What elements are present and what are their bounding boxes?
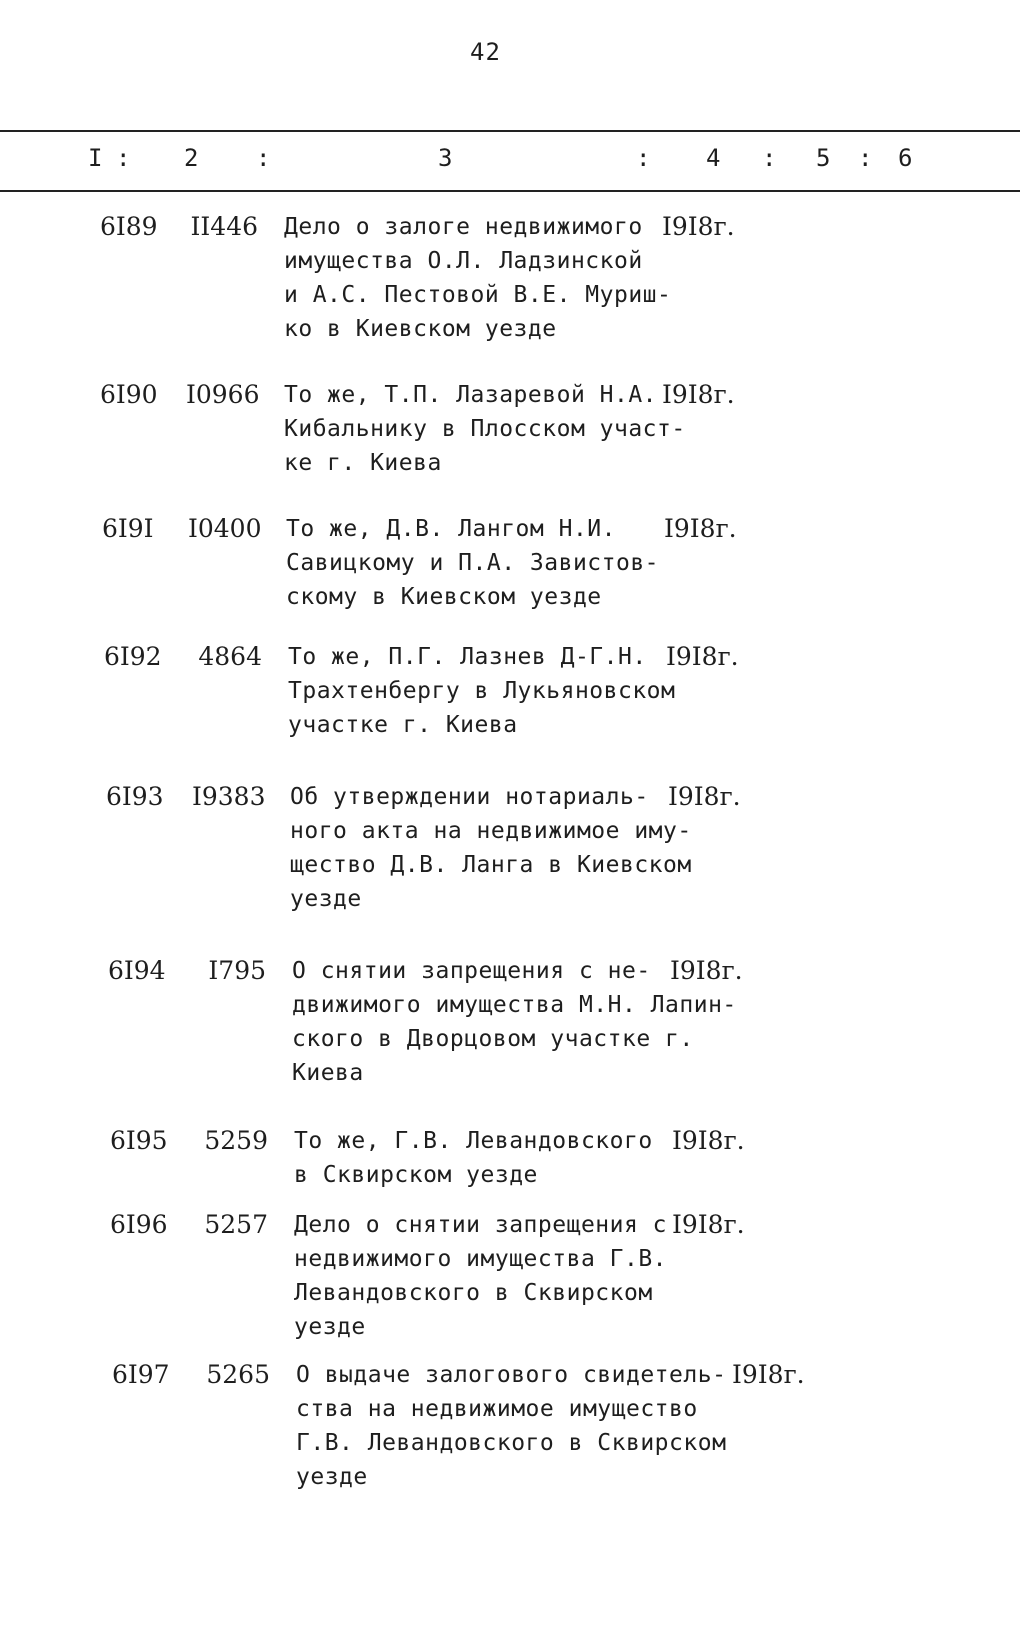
file-number: 5257 <box>204 1210 268 1239</box>
year: I9I8г. <box>672 1210 745 1239</box>
column-separator: : <box>858 144 873 172</box>
column-header-1: I <box>88 144 103 172</box>
file-number: II446 <box>190 212 258 241</box>
file-number: 4864 <box>198 642 262 671</box>
item-number: 6I9I <box>102 514 154 543</box>
description-line: О выдаче залогового свидетель- <box>296 1362 727 1388</box>
file-number: I0400 <box>188 514 262 543</box>
description-line: Киева <box>292 1060 364 1086</box>
year: I9I8г. <box>732 1360 805 1389</box>
description <box>290 780 710 916</box>
description-line: Дело о залоге недвижимого <box>284 214 643 240</box>
column-separator: : <box>636 144 651 172</box>
year: I9I8г. <box>662 212 735 241</box>
page-number: 42 <box>470 38 501 66</box>
description-line: ке г. Киева <box>284 450 442 476</box>
description <box>292 954 737 1090</box>
description <box>294 1208 714 1344</box>
header-top-rule <box>0 130 1020 132</box>
item-number: 6I96 <box>110 1210 168 1239</box>
year: I9I8г. <box>668 782 741 811</box>
description-line: Об утверждении нотариаль- <box>290 784 649 810</box>
description-line: недвижимого имущества Г.В. <box>294 1246 668 1272</box>
description-line: То же, Д.В. Лангом Н.И. <box>286 516 616 542</box>
description-line: То же, Т.П. Лазаревой Н.А. <box>284 382 658 408</box>
description-line: О снятии запрещения с не- <box>292 958 651 984</box>
item-number: 6I95 <box>110 1126 168 1155</box>
description <box>284 378 704 480</box>
column-separator: : <box>762 144 777 172</box>
description-line: имущества О.Л. Ладзинской <box>284 248 643 274</box>
item-number: 6I89 <box>100 212 158 241</box>
file-number: I795 <box>208 956 266 985</box>
description <box>284 210 704 346</box>
header-bottom-rule <box>0 190 1020 192</box>
description-line: в Сквирском уезде <box>294 1162 538 1188</box>
description-line: движимого имущества М.Н. Лапин- <box>292 992 737 1018</box>
file-number: 5265 <box>206 1360 270 1389</box>
description <box>286 512 706 614</box>
description-line: скому в Киевском уезде <box>286 584 602 610</box>
column-header-6: 6 <box>898 144 913 172</box>
description-line: и А.С. Пестовой В.Е. Муриш- <box>284 282 672 308</box>
description-line: То же, П.Г. Лазнев Д-Г.Н. <box>288 644 647 670</box>
description <box>296 1358 727 1494</box>
description-line: ко в Киевском уезде <box>284 316 557 342</box>
year: I9I8г. <box>672 1126 745 1155</box>
description-line: Трахтенбергу в Лукьяновском <box>288 678 676 704</box>
file-number: I9383 <box>192 782 266 811</box>
description-line: Кибальнику в Плосском участ- <box>284 416 686 442</box>
file-number: 5259 <box>204 1126 268 1155</box>
column-header-5: 5 <box>816 144 831 172</box>
description <box>288 640 708 742</box>
item-number: 6I93 <box>106 782 164 811</box>
description-line: участке г. Киева <box>288 712 518 738</box>
column-separator: : <box>116 144 131 172</box>
description-line: Г.В. Левандовского в Сквирском <box>296 1430 727 1456</box>
description-line: уезде <box>294 1314 366 1340</box>
description-line: ства на недвижимое имущество <box>296 1396 698 1422</box>
column-header-3: 3 <box>438 144 453 172</box>
description-line: Левандовского в Сквирском <box>294 1280 653 1306</box>
description-line: ного акта на недвижимое иму- <box>290 818 692 844</box>
item-number: 6I90 <box>100 380 158 409</box>
item-number: 6I92 <box>104 642 162 671</box>
description-line: Савицкому и П.А. Завистов- <box>286 550 660 576</box>
description-line: Дело о снятии запрещения с <box>294 1212 668 1238</box>
year: I9I8г. <box>664 514 737 543</box>
year: I9I8г. <box>662 380 735 409</box>
file-number: I0966 <box>186 380 260 409</box>
description-line: щество Д.В. Ланга в Киевском <box>290 852 692 878</box>
description-line: ского в Дворцовом участке г. <box>292 1026 694 1052</box>
year: I9I8г. <box>666 642 739 671</box>
column-separator: : <box>256 144 271 172</box>
description-line: уезде <box>296 1464 368 1490</box>
column-header-2: 2 <box>184 144 199 172</box>
item-number: 6I97 <box>112 1360 170 1389</box>
item-number: 6I94 <box>108 956 166 985</box>
description-line: уезде <box>290 886 362 912</box>
column-header-4: 4 <box>706 144 721 172</box>
description-line: То же, Г.В. Левандовского <box>294 1128 653 1154</box>
year: I9I8г. <box>670 956 743 985</box>
description <box>294 1124 714 1192</box>
